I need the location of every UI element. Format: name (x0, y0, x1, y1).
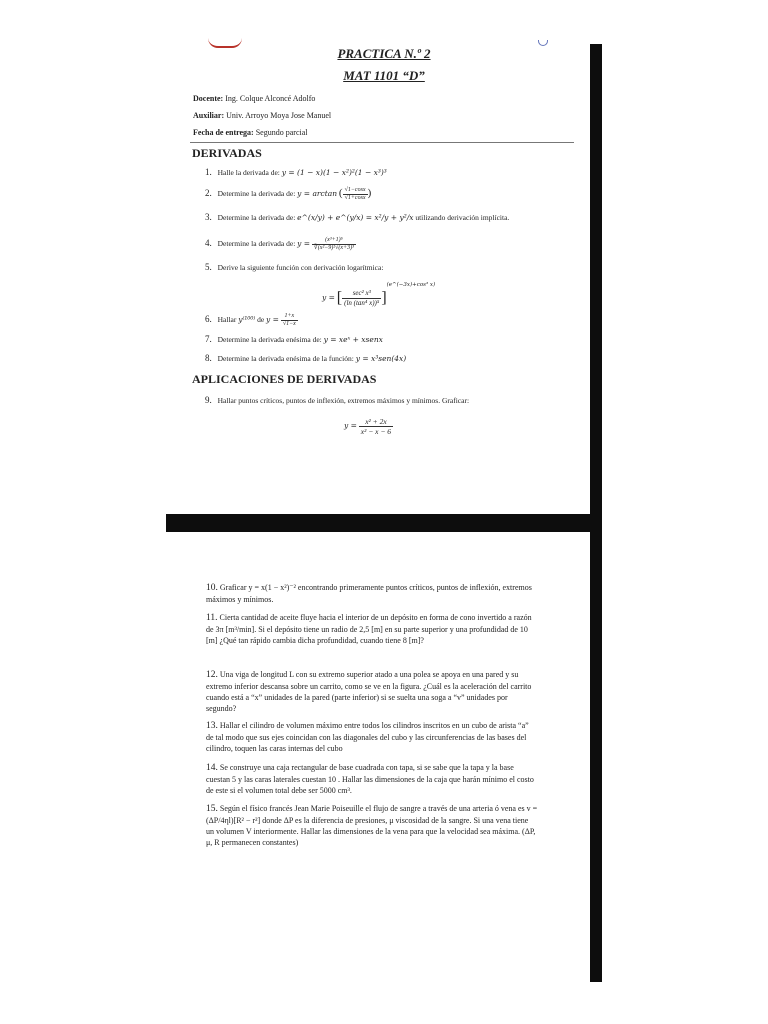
exercise-15: 15. Según el físico francés Jean Marie Poiseuille el flujo de sangre a través de una arteria ó vena es v = (ΔP/4ηl)[R² − r²] donde ΔP es la diferencia de presiones, μ viscosidad de la sangre. Si una vena tiene un volumen V interiormente. Hallar las dimensiones de la vena para que la velocidad sea máxima. (ΔP, μ, R permanecen constantes) (206, 804, 538, 847)
formula-fraction: $\frac{\text{(x³+1)⁵}}{\text{∛(x²−9)²√(x+3)³}}$ (313, 237, 354, 251)
exercise-text: Determine la derivada de: (217, 239, 296, 249)
fecha-value: Segundo parcial (255, 128, 308, 137)
exercise-number: 8. (205, 353, 212, 363)
page-gap-band (166, 514, 602, 532)
exercise-number: 1. (205, 167, 212, 177)
exercise-number: 2. (205, 188, 212, 199)
right-edge-bar-lower (590, 532, 602, 982)
exercise-number: 6. (205, 314, 212, 325)
exercise-number: 5. (205, 262, 212, 272)
exercise-4 (205, 237, 356, 252)
auxiliar-label: Auxiliar: (193, 111, 225, 120)
exercise-8 (205, 353, 406, 363)
exercise-text: Hallar (217, 315, 237, 325)
right-edge-bar (590, 44, 602, 534)
exercise-formula: y = (297, 239, 311, 249)
practice-title: PRACTICA N.º 2 (337, 46, 431, 61)
exercise-6: 6. Hallar y⁽¹⁰⁰⁾ de y = $\frac{1+x}{√1-x}$ (205, 313, 296, 327)
exercise-text: Determine la derivada de: (217, 189, 296, 199)
exercise-12: 12. Una viga de longitud L con su extremo superior atado a una polea se apoya en una pared y su extremo inferior descansa sobre un carrito, como se ve en la figura. ¿Cuál es la aceleración del carrito cuando está a “x” unidades de la pared (parte inferior) si se suelta una soga a “v” unidades por segundo? (206, 670, 532, 713)
exercise-1 (205, 167, 387, 177)
exercise-5 (205, 262, 383, 272)
exercise-formula: y = x³sen(4x) (355, 354, 407, 363)
header-divider (190, 142, 574, 143)
docente-label: Docente: (193, 94, 224, 103)
exercise-5-formula: y = [ $\frac{\text{sec² x³}}{\text{(ln (tan⁴ x))⁵}}$ ]$^{(e\^{}(-3x)+cos^3 x)}$ (322, 282, 436, 307)
exercise-13: 13. Hallar el cilindro de volumen máximo entre todos los cilindros inscritos en un cubo de arista “a” de tal modo que sus ejes coincidan con las diagonales del cubo y las circunferencias de las bases del cilindro, toquen las caras internas del cubo (206, 721, 529, 753)
exercise-text: Halle la derivada de: (217, 168, 280, 177)
exercise-formula: e^(x/y) + e^(y/x) = x²/y + y²/x (297, 213, 414, 222)
exercise-text-tail: utilizando derivación implícita. (415, 213, 510, 222)
exercise-text: Derive la siguiente función con derivación logarítmica: (217, 263, 384, 272)
exercise-text: Hallar puntos críticos, puntos de inflexión, extremos máximos y mínimos. Graficar: (217, 396, 470, 405)
exercise-text: Determine la derivada enésima de la función: (217, 354, 354, 363)
exercise-3 (205, 212, 509, 222)
docente-value: Ing. Colque Alconcé Adolfo (225, 94, 316, 103)
formula-fraction: $\frac{\text{sec² x³}}{\text{(ln (tan⁴ x))⁵}}$ (344, 288, 380, 307)
exercise-number: 9. (205, 395, 212, 405)
course-code: MAT 1101 “D” (343, 68, 425, 83)
exercise-number: 3. (205, 212, 212, 222)
section-aplicaciones: APLICACIONES DE DERIVADAS (192, 372, 377, 386)
auxiliar-value: Univ. Arroyo Moya Jose Manuel (226, 111, 332, 120)
exercise-9-formula: y = $\frac{\text{x² + 2x}}{\text{x² − x − 6}}$ (344, 417, 392, 436)
exercise-10: 10. Graficar y = x(1 − x²)⁻² encontrando primeramente puntos críticos, puntos de inflexión, extremos máximos y mínimos. (206, 583, 532, 604)
docente-line (193, 94, 315, 103)
exercise-text: Determine la derivada enésima de: (217, 335, 322, 344)
exercise-9 (205, 395, 469, 405)
formula-fraction: $\frac{1+x}{√1-x}$ (282, 313, 296, 327)
fecha-label: Fecha de entrega: (193, 128, 254, 137)
exercise-formula: y = xeˣ + xsenx (323, 335, 383, 344)
exercise-formula: y = (1 − x)(1 − x²)²(1 − x³)³ (281, 168, 387, 177)
exercise-number: 7. (205, 334, 212, 344)
exercise-text: Determine la derivada de: (217, 213, 296, 222)
section-derivadas: DERIVADAS (192, 146, 262, 160)
exercise-formula: y = arctan (297, 189, 338, 199)
exercise-14: 14. Se construye una caja rectangular de base cuadrada con tapa, si se sabe que la tapa y la base cuestan 5 y las caras laterales cuestan 10 . Hallar las dimensiones de la caja que harán mínimo el costo de este si el volumen total debe ser 5000 cm³. (206, 763, 534, 795)
fecha-line (193, 128, 308, 137)
exercise-number: 4. (205, 238, 212, 249)
auxiliar-line (193, 111, 331, 120)
exercise-11: 11. Cierta cantidad de aceite fluye hacia el interior de un depósito en forma de cono invertido a razón de 3π [m³/min]. Si el depósito tiene un radio de 2,5 [m] en su parte superior y una profundidad de 10 [m] ¿Qué tan rápido cambia dicha profundidad, cuando tiene 8 [m]? (206, 613, 532, 645)
formula-fraction: $\frac{√1-\cos x}{√1+\cos x}$ (344, 187, 366, 201)
formula-fraction: $\frac{\text{x² + 2x}}{\text{x² − x − 6}}$ (360, 417, 392, 436)
formula-exponent: (e^(−3x)+cos³ x) (386, 282, 436, 288)
exercise-7 (205, 334, 383, 344)
exercise-2: 2. Determine la derivada de: y = arctan ( $\frac{√1-\cos x}{√1+\cos x}$ ) (205, 187, 372, 201)
